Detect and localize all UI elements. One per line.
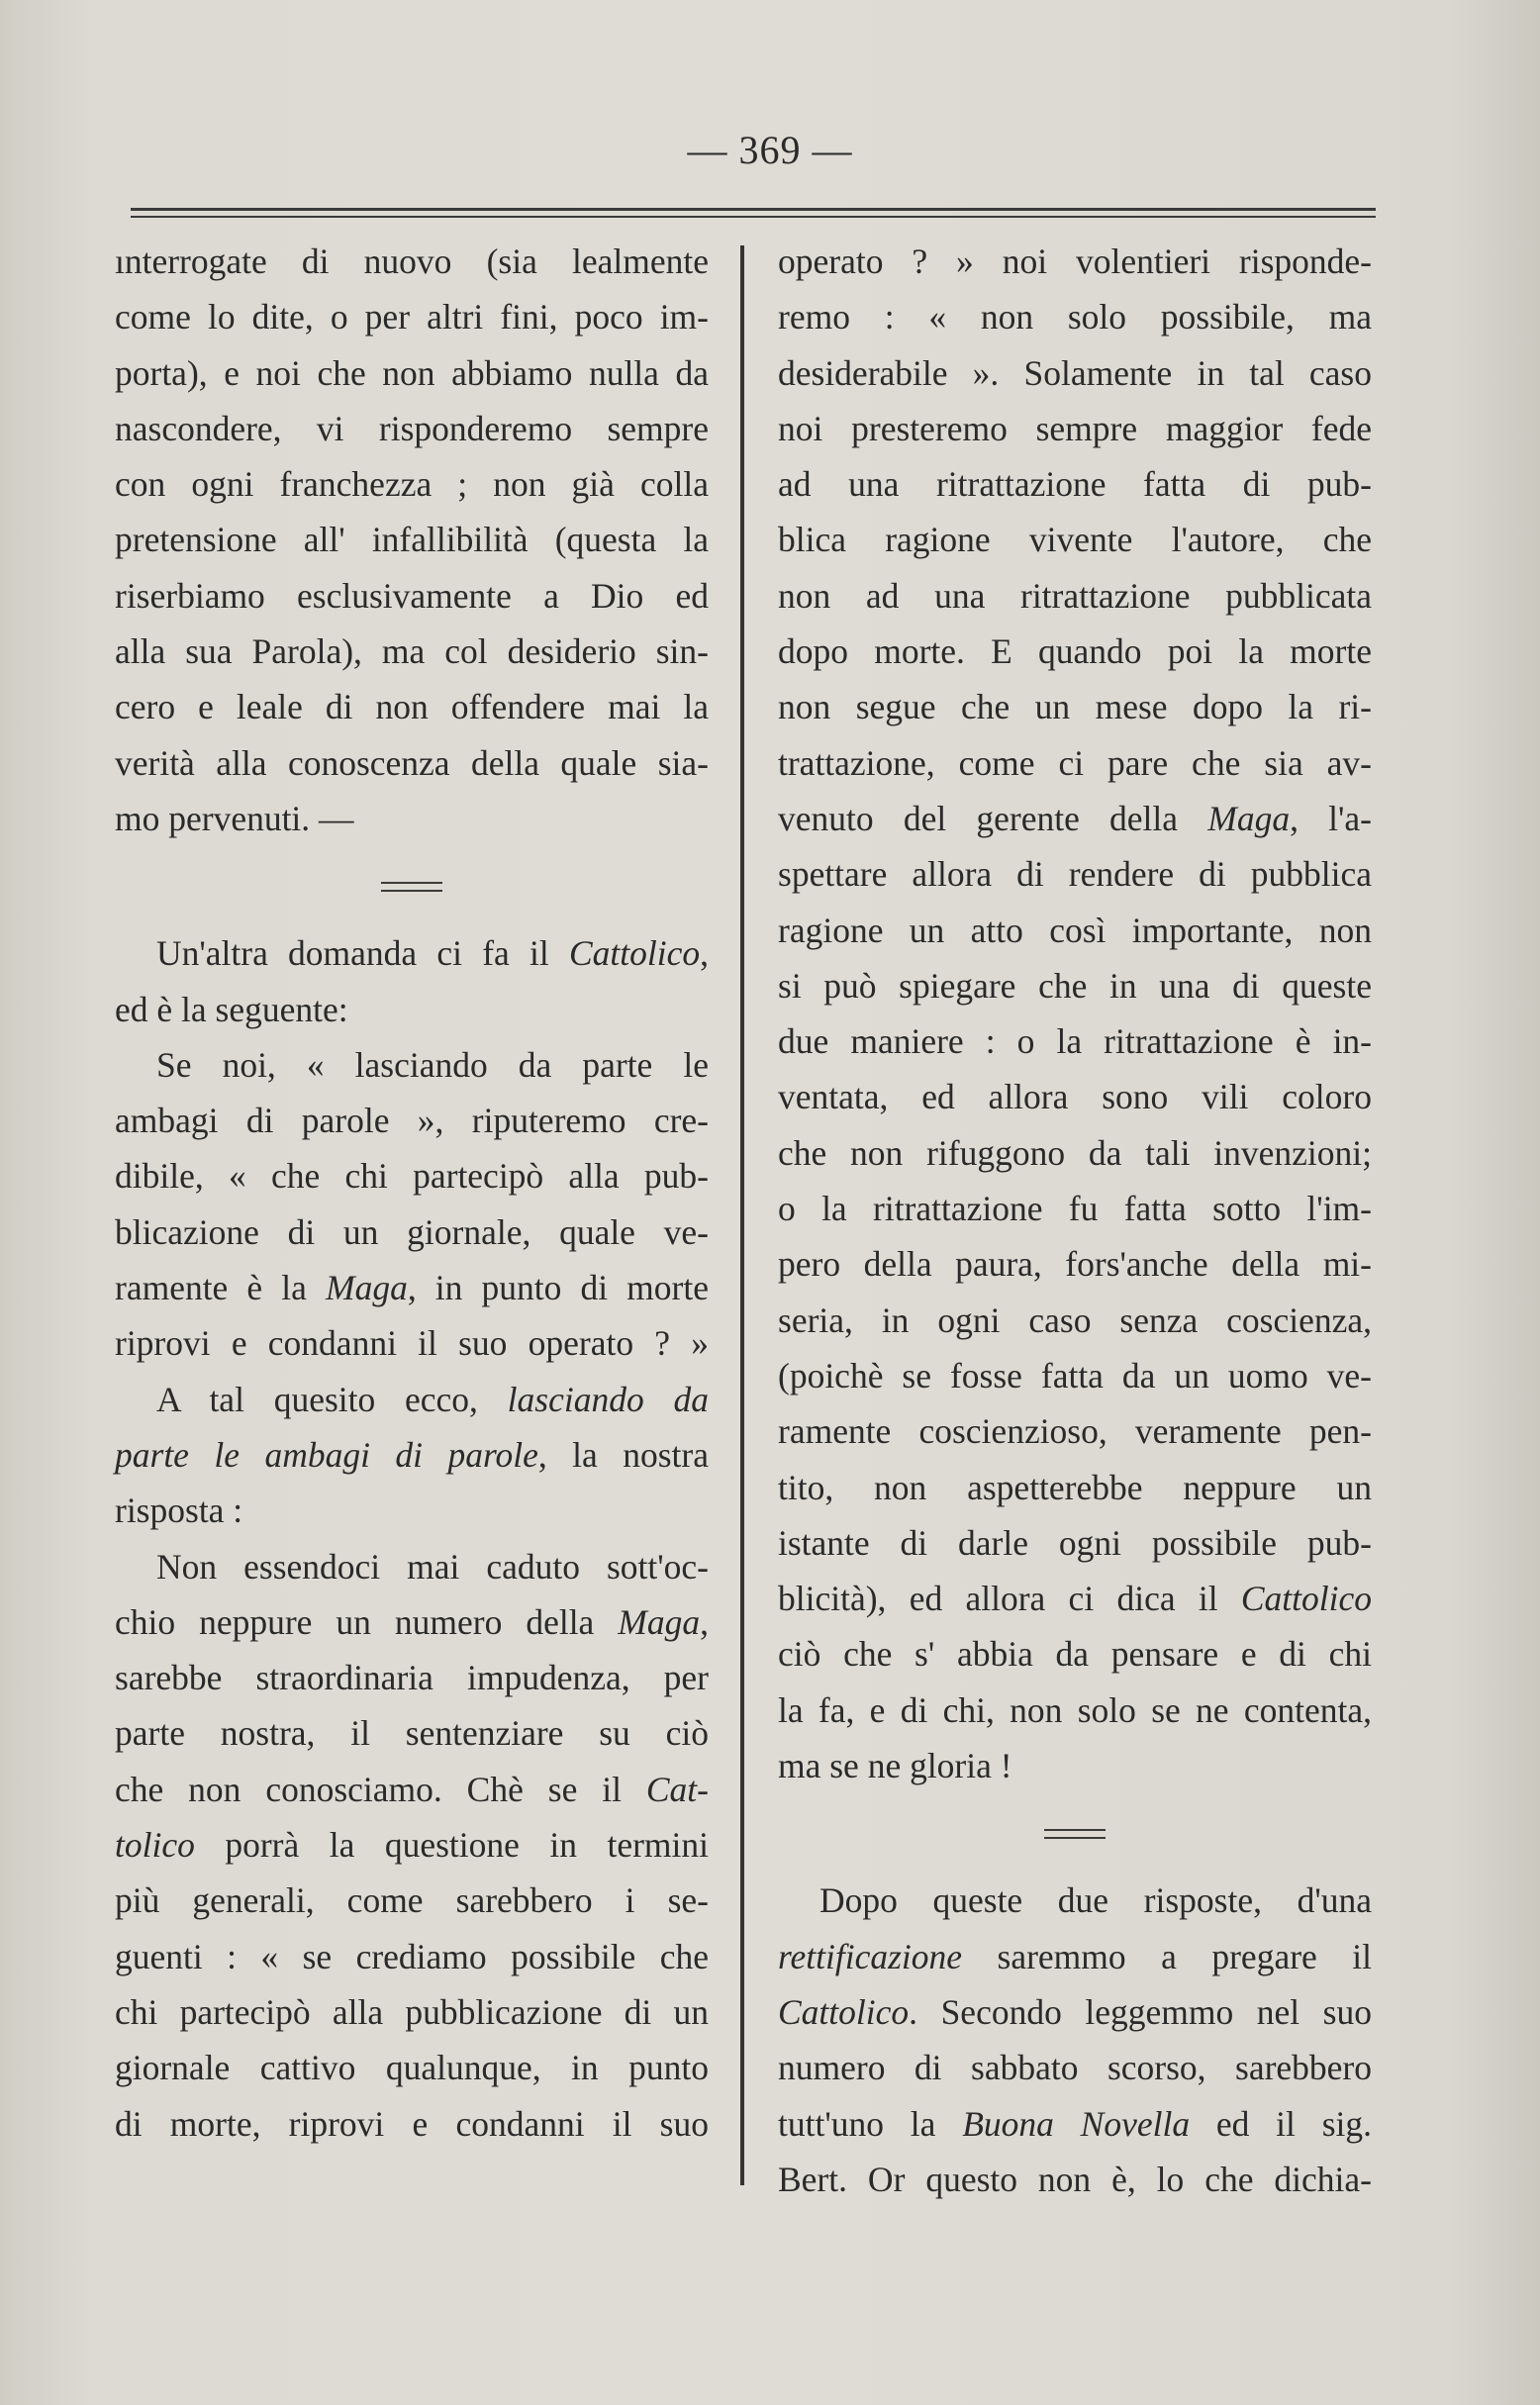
text-line: seria, in ogni caso senza coscienza, [778, 1299, 1372, 1340]
text-line: operato ? » noi volentieri risponde- [778, 241, 1372, 281]
text-line: come lo dite, o per altri fini, poco im- [115, 297, 709, 337]
text-line: noi presteremo sempre maggior fede [778, 408, 1372, 448]
text-line: dopo morte. E quando poi la morte [778, 631, 1372, 672]
text-line: porta), e noi che non abbiamo nulla da [115, 352, 709, 393]
text-line: riprovi e condanni il suo operato ? » [115, 1323, 709, 1364]
text-line: ad una ritrattazione fatta di pub- [778, 464, 1372, 505]
text-line: mo pervenuti. — [115, 798, 354, 838]
text-line: parte nostra, il sentenziare su ciò [115, 1713, 709, 1754]
text-line: con ogni franchezza ; non già colla [115, 464, 709, 505]
text-line: giornale cattivo qualunque, in punto [115, 2048, 709, 2088]
header-rule-top [131, 208, 1376, 211]
text-line: ciò che s' abbia da pensare e di chi [778, 1634, 1372, 1675]
text-line: la fa, e di chi, non solo se ne contenta, [778, 1689, 1372, 1730]
text-line: dibile, « che chi partecipò alla pub- [115, 1156, 709, 1197]
text-line: riserbiamo esclusivamente a Dio ed [115, 575, 709, 616]
text-line: di morte, riprovi e condanni il suo [115, 2103, 709, 2144]
text-line: ınterrogate di nuovo (sia lealmente [115, 241, 709, 281]
text-line: venuto del gerente della Maga, l'a- [778, 798, 1372, 838]
text-line: A tal quesito ecco, lasciando da [156, 1379, 709, 1419]
text-line: si può spiegare che in una di queste [778, 965, 1372, 1006]
text-line: ramente coscienzioso, veramente pen- [778, 1411, 1372, 1452]
text-line: Dopo queste due risposte, d'una [819, 1880, 1372, 1921]
column-divider [740, 245, 744, 2185]
text-line: trattazione, come ci pare che sia av- [778, 742, 1372, 783]
text-line: guenti : « se crediamo possibile che [115, 1936, 709, 1976]
page-number: — 369 — [687, 128, 853, 172]
text-line: blicità), ed allora ci dica il Cattolico [778, 1579, 1372, 1619]
text-line: non ad una ritrattazione pubblicata [778, 575, 1372, 616]
text-line: ambagi di parole », riputeremo cre- [115, 1101, 709, 1141]
text-line: due maniere : o la ritrattazione è in- [778, 1021, 1372, 1062]
text-line: più generali, come sarebbero i se- [115, 1880, 709, 1921]
text-line: (poichè se fosse fatta da un uomo ve- [778, 1355, 1372, 1395]
text-line: non segue che un mese dopo la ri- [778, 687, 1372, 727]
left-column [115, 234, 709, 2152]
text-line: rettificazione saremmo a pregare il [778, 1936, 1372, 1976]
text-line: verità alla conoscenza della quale sia- [115, 742, 709, 783]
text-line: istante di darle ogni possibile pub- [778, 1522, 1372, 1563]
text-line: pero della paura, fors'anche della mi- [778, 1244, 1372, 1285]
text-line: cero e leale di non offendere mai la [115, 687, 709, 727]
text-line: parte le ambagi di parole, la nostra [115, 1434, 709, 1475]
text-line: pretensione all' infallibilità (questa la [115, 520, 709, 560]
header-rule-bottom [131, 216, 1376, 218]
right-column [778, 234, 1372, 2207]
text-line: ragione un atto così importante, non [778, 910, 1372, 950]
text-line: alla sua Parola), ma col desiderio sin- [115, 631, 709, 672]
text-line: risposta : [115, 1491, 243, 1531]
section-separator [778, 1793, 1372, 1873]
section-separator [115, 846, 709, 925]
text-line: desiderabile ». Solamente in tal caso [778, 352, 1372, 393]
text-line: spettare allora di rendere di pubblica [778, 854, 1372, 895]
text-line: che non rifuggono da tali invenzioni; [778, 1132, 1372, 1173]
text-line: Cattolico. Secondo leggemmo nel suo [778, 1991, 1372, 2032]
text-line: ed è la seguente: [115, 989, 348, 1029]
text-line: ma se ne gloria ! [778, 1746, 1012, 1786]
text-line: chio neppure un numero della Maga, [115, 1601, 709, 1642]
text-line: blica ragione vivente l'autore, che [778, 520, 1372, 560]
text-line: remo : « non solo possibile, ma [778, 297, 1372, 337]
text-line: sarebbe straordinaria impudenza, per [115, 1658, 709, 1698]
text-line: ventata, ed allora sono vili coloro [778, 1077, 1372, 1117]
text-line: tito, non aspetterebbe neppure un [778, 1467, 1372, 1507]
text-line: numero di sabbato scorso, sarebbero [778, 2048, 1372, 2088]
text-line: che non conosciamo. Chè se il Cat- [115, 1769, 709, 1809]
text-line: ramente è la Maga, in punto di morte [115, 1268, 709, 1308]
text-line: Un'altra domanda ci fa il Cattolico, [156, 933, 709, 974]
text-line: tutt'uno la Buona Novella ed il sig. [778, 2103, 1372, 2144]
text-line: Non essendoci mai caduto sott'oc- [156, 1546, 709, 1587]
text-line: tolico porrà la questione in termini [115, 1825, 709, 1866]
text-line: o la ritrattazione fu fatta sotto l'im- [778, 1189, 1372, 1229]
text-line: nascondere, vi risponderemo sempre [115, 408, 709, 448]
text-line: Bert. Or questo non è, lo che dichia- [778, 2159, 1372, 2199]
text-line: chi partecipò alla pubblicazione di un [115, 1991, 709, 2032]
text-line: blicazione di un giornale, quale ve- [115, 1211, 709, 1252]
text-line: Se noi, « lasciando da parte le [156, 1044, 709, 1085]
